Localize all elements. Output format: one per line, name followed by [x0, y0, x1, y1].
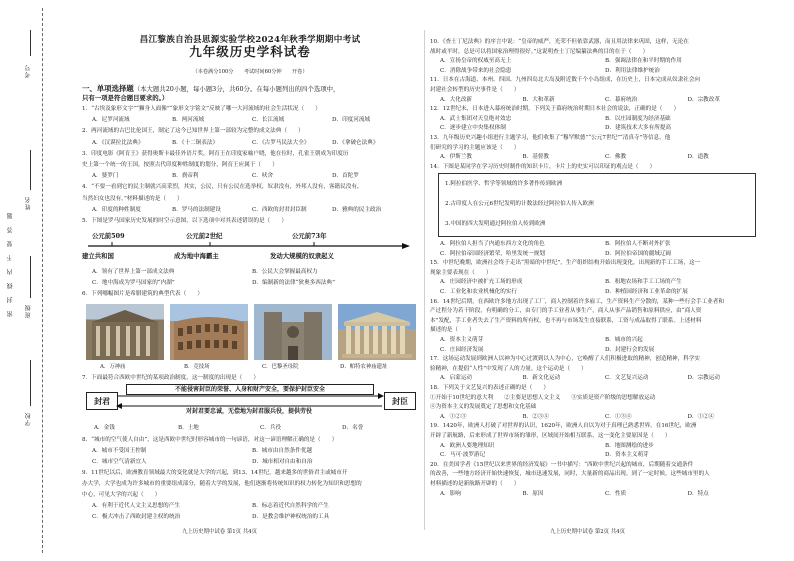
answer-option[interactable]: B．强调法律在和平时期的作用 — [605, 58, 682, 65]
question-line: 3．印度电影《阿育王》获得奥斯卡最佳外语片奖。阿育王在印度家喻户晓，他在位时，孔雀王朝成为印度历 — [82, 150, 349, 157]
question-line: 验精神，在提倡“人性”中发现了人的力量。这个运动是（ ） — [430, 365, 587, 372]
answer-option[interactable]: D．道教 — [687, 154, 709, 161]
answer-option[interactable]: D．是教会维护神权统治的工具 — [252, 514, 330, 520]
q7-option-b: B．土地 — [178, 425, 199, 431]
exam-number-label: 考号 — [25, 64, 32, 78]
answer-option[interactable]: D．首陀罗 — [332, 173, 359, 180]
answer-option[interactable]: A．《汉谟拉比法典》 — [92, 139, 144, 146]
question-line: 办大学，大学也成为许多城市的重要组成部分，随着大学的发展，他们逐渐将传统知识的权力转化为知识和思想的 — [82, 481, 362, 487]
answer-option[interactable]: D．利用法律维护统治 — [605, 67, 660, 74]
section-instruction-a: （本大题共20小题，每小题3分，共60分。在每小题列出的四个选项中， — [133, 85, 340, 93]
notre-dame-drawing — [254, 304, 332, 360]
answer-option[interactable]: C．城市空气清新宜人 — [92, 459, 147, 465]
question-line: 11．日本在古海道、本州、四国、九州四岛北大岛及附近数千个小岛组成，在历史上，日本完成从奴隶社会向 — [430, 77, 701, 84]
question-line: 8．“城市的空气使人自由”，这是西欧中世纪时形容城市的一句谚语，对这一谚语理解正确的是（ ） — [82, 437, 338, 443]
pantheon-drawing — [86, 304, 164, 360]
pantheon-image — [86, 304, 164, 360]
footer-left: 九上历史期中试卷 第1页 共4页 — [182, 529, 257, 535]
architecture-images — [86, 304, 416, 362]
question-line: 4．“不要一看到它的民主制就兴高采烈，其实，公民，只有公民在选举权，奴隶没有，外邦人没有，客籍民没有， — [82, 184, 363, 191]
answer-option[interactable]: B．②③④ — [522, 413, 549, 420]
question-line: 17．这场运动发展到欧洲人以神为中心过渡到以人为中心，它唤醒了人们积极进取的精神，创造精神，科学实 — [430, 356, 701, 363]
colosseum-drawing — [170, 304, 248, 360]
answer-option[interactable]: C．佛教 — [605, 154, 627, 161]
answer-option[interactable]: D．《拿破仑法典》 — [332, 139, 379, 146]
answer-option[interactable]: C．地中海成为罗马国家的“内湖” — [92, 280, 175, 286]
answer-option[interactable]: C．消除战争带来的社会隐患 — [440, 67, 512, 74]
answer-option[interactable]: C．庄园经济发展 — [440, 346, 484, 353]
class-label: 班级 — [25, 304, 32, 318]
answer-option[interactable]: A．城市不受国王控制 — [92, 448, 147, 454]
answer-option[interactable]: D．①②④ — [687, 413, 715, 420]
image-caption-b: B．竞技场 — [184, 364, 210, 370]
answer-option[interactable]: C．长江流域 — [252, 117, 285, 124]
answer-option[interactable]: C．马可·波罗游记 — [440, 452, 486, 459]
answer-option[interactable]: C．性质 — [605, 490, 627, 497]
answer-option[interactable]: B．两河流域 — [172, 117, 205, 124]
answer-option[interactable]: B．地图测绘的进步 — [605, 442, 654, 449]
answer-option[interactable]: C．文艺复兴运动 — [605, 375, 649, 382]
timeline-event-3: 发动大规模的奴隶起义 — [270, 252, 334, 260]
answer-option[interactable]: B．罗马的法制建设 — [172, 206, 221, 213]
timeline-event-2: 成为地中海霸主 — [174, 252, 219, 260]
answer-option[interactable]: B．刹帝利 — [172, 173, 199, 180]
answer-option[interactable]: B．大和革新 — [522, 96, 555, 103]
card-line-1: 1.阿拉伯医学、哲学等领域的许多著作传到欧洲 — [445, 181, 563, 187]
answer-option[interactable]: D．特点 — [687, 490, 709, 497]
answer-option[interactable]: B．标志着近代自然科学的产生 — [252, 503, 329, 509]
question-line: 中心，可见大学的兴起（ ） — [82, 492, 161, 498]
question-line: 开辟了新航路，后来形成了世界市场的雏形，区域间开始相互联系，这一变化主要原因是（ ） — [430, 433, 671, 439]
answer-option[interactable]: A．①②③ — [440, 413, 467, 420]
answer-option[interactable]: C．西欧的封君封臣制 — [252, 206, 307, 213]
answer-option[interactable]: D．建筑技术大多有所提高 — [605, 125, 672, 132]
timeline-arrow — [402, 243, 410, 249]
question-line: 15．中世纪晚期，欧洲社会终于走出“黑暗的中世纪”，生产组织结构开始出现变化，出现新的手工工场，这一 — [430, 260, 701, 267]
seal-text: 密 封 线 内 不 要 答 题 — [7, 212, 14, 317]
question-line: 9．11世纪以后，欧洲教育领域最大的变化就是大学的兴起，到13、14世纪，越来越多的世俗君主或城市开 — [82, 470, 348, 476]
q7-option-a: A．金钱 — [94, 425, 115, 431]
timeline-date-3: 公元前73年 — [292, 232, 327, 240]
timeline-graphic — [82, 232, 418, 264]
question-line: 12．12世纪末，日本进入幕府统治时期，下列关于幕府统治时期日本社会的说法，正确的是（ ） — [430, 106, 680, 113]
answer-option[interactable]: B．基督教 — [522, 154, 549, 161]
timeline-date-2: 公元前2世纪 — [186, 232, 223, 240]
answer-option[interactable]: A．阿拉伯人担当了内通东西方文化的角色 — [440, 241, 545, 247]
seal-line — [42, 8, 43, 553]
question-line: 13．九年级历史兴趣小组进行主题学习，他们收集了“穆罕默德”“公元7世纪”“清真寺”等信息。他 — [430, 135, 671, 141]
answer-option[interactable]: A．尼罗河流域 — [92, 117, 130, 124]
answer-option[interactable]: D．资本主义萌芽 — [605, 452, 649, 459]
lord-obligation: 不能侵害封臣的荣誉、人身和财产安全，要保护封臣安全 — [126, 384, 374, 395]
exam-number-line — [30, 30, 31, 56]
answer-option[interactable]: D．封建行会的发展 — [605, 346, 655, 353]
question-line: 19．1420年，欧洲人打破了对世界的认识，1620年，欧洲人自以为对于真理已熟悉世界。在16世纪，欧洲 — [430, 423, 697, 430]
section-title: 一、单项选择题 — [82, 84, 134, 93]
answer-option[interactable]: B．公民大会掌握最高权力 — [252, 269, 318, 275]
answer-option[interactable]: C．吠舍 — [252, 173, 274, 180]
question-line: 们研究的学习的主题应该是（ ） — [430, 144, 520, 151]
answer-option[interactable]: A．武士集团对天皇绝对效忠 — [440, 115, 512, 122]
lord-box: 封君 — [86, 392, 118, 410]
question-line: 20．在美国学者《15世纪以来世界的经济发展》一书中描写：“西欧中世纪兴起的城市，后期随着交通条件 — [430, 461, 694, 468]
question-line: 6．下列哪幅图片是希腊建筑的典型代表（ ） — [82, 291, 204, 297]
answer-option[interactable]: D．城市相对自由和自治 — [252, 459, 313, 465]
question-line: 史上第一个统一的王国，按照古代印度种姓制度的划分，阿育王应属于（ ） — [82, 162, 278, 168]
question-line: 5．下图是罗马国家历史发展的时空示意图，以下选项中对其表述错误的是（ ） — [82, 218, 287, 224]
image-caption-d: D．帕特农神庙遗址 — [340, 364, 388, 370]
exam-school-title: 昌江黎族自治县思源实验学校2024年秋季学期期中考试 — [139, 35, 361, 45]
exam-subject-title: 九年级历史学科试卷 — [189, 44, 311, 59]
answer-option[interactable]: D．印度河流域 — [332, 117, 371, 124]
feudal-flow-diagram — [82, 384, 418, 418]
image-caption-c: C．巴黎圣母院 — [262, 364, 299, 370]
answer-option[interactable]: A．启蒙运动 — [440, 375, 473, 382]
answer-option[interactable]: C．极大冲击了西欧封建主权的统治 — [92, 514, 181, 520]
timeline-event-1: 建立共和国 — [82, 252, 114, 260]
q7-option-d: D．名誉 — [342, 425, 364, 431]
question-line: 的改善，一些地方经济开始快速恢复，城市迅速发展，同时，大量新的商品出现。到了一定时候，这些城市里的人 — [430, 471, 710, 478]
question-line: 描述的是（ ） — [430, 327, 475, 334]
name-line — [30, 150, 31, 190]
question-line: 18．下列关于文艺复兴的表述正确的是（ ） — [430, 385, 549, 391]
card-line-3: 3.中国的四大发明通过阿拉伯人传到欧洲 — [445, 221, 546, 227]
answer-option[interactable]: A．印度的种姓制度 — [92, 206, 141, 213]
question-line: ④为资本主义的发展奠定了思想和文化基础 — [430, 404, 537, 411]
answer-option[interactable]: D．宗教运动 — [687, 375, 720, 382]
section-instruction-b: 只有一项是符合题目要求的。） — [82, 94, 169, 102]
exam-info: （本卷满分100分 考试时间60分钟 开卷） — [192, 69, 308, 75]
rome-timeline — [82, 232, 418, 264]
section-heading — [82, 84, 418, 103]
notre-dame-image — [254, 304, 332, 360]
answer-option[interactable]: A．宣扬皇帝的权威至高无上 — [440, 58, 512, 65]
answer-option[interactable]: A．欧洲人要地理知识 — [440, 442, 495, 449]
answer-option[interactable]: D．种植园经济和工业革命的扩展 — [605, 289, 688, 295]
answer-option[interactable]: B．阿拉伯人不断对外扩张 — [605, 241, 671, 247]
answer-option[interactable]: D．编制新的法律“狄奥多西法典” — [252, 280, 335, 286]
answer-option[interactable]: A．大化改新 — [440, 96, 473, 103]
answer-option[interactable]: C．逐步建立中央集权体制 — [440, 125, 506, 132]
knowledge-card — [438, 173, 756, 237]
question-line: 战时或平时，总是可以将国家治理得很好。”这说明查士丁尼编纂法典的目的在于（ ） — [430, 48, 649, 55]
school-label: 学校 — [25, 412, 32, 426]
answer-option[interactable]: D．宗教改革 — [687, 96, 720, 103]
question-line: 10．《查士丁尼法典》的序言中说：“皇帝的威严，光荣不但依靠武器，而且用法律来巩固，这样，无论在 — [430, 39, 689, 45]
binding-strip — [0, 0, 58, 561]
answer-option[interactable]: A．婆罗门 — [92, 173, 119, 180]
answer-option[interactable]: C．幕府统治 — [605, 96, 638, 103]
question-line: 1．“古埃及象形文字”“狮身人面像”“象形文字铭文”反映了哪一大河流域的社会生活状况（ ） — [82, 106, 321, 112]
question-line: 16．14世纪后期，在西欧许多地方出现了工厂，商人控制着许多雇工，生产资料生产分散的，某种一些行会手工业者和 — [430, 298, 724, 305]
question-line: 材料描述的是新航路开辟的（ ） — [430, 481, 520, 487]
answer-option[interactable]: B．新文化运动 — [522, 375, 561, 382]
card-line-2: 2.古印度人在公元6世纪发明的计数法经过阿拉伯人传入欧洲 — [445, 201, 594, 207]
school-line — [30, 360, 31, 406]
question-line: 本”发配，手工业者失去了生产资料的所有权，也不再与市场发生直接联系，工资与成品取得了联系。上述材料 — [430, 317, 702, 324]
answer-option[interactable]: A．有利于近代人文主义思想的产生 — [92, 503, 180, 509]
parthenon-drawing — [338, 304, 416, 360]
answer-option[interactable]: A．庄园经济中被扩充工场的形成 — [440, 279, 523, 286]
answer-option[interactable]: C．阿拉伯帝国经济繁荣，哈里发统一规划 — [440, 250, 545, 257]
answer-option[interactable]: D．阿拉伯帝国的疆域辽阔 — [605, 250, 672, 257]
question-line: ①开始于10世纪的意大利 ②主要是思想人文主义 ③实质是资产阶级的思想解放运动 — [430, 394, 656, 401]
question-line: 产过程分为若干阶段，有明确的分工，由专门的手工业者从事生产，商人从事产品销售和原料供应，由“商人资 — [430, 308, 702, 315]
answer-option[interactable]: C．《古罗马民法大全》 — [252, 139, 310, 146]
vassal-box: 封臣 — [384, 392, 416, 410]
answer-option[interactable]: C．工业化和农业机械化的实行 — [440, 289, 517, 295]
answer-option[interactable]: B．城市由自然条件优越 — [252, 448, 313, 454]
answer-option[interactable]: A．影响 — [440, 490, 461, 497]
footer-right: 九上历史期中试卷 第2页 共4页 — [550, 529, 625, 535]
question-line: 当然妇女也没有。”材料描述的是（ ） — [82, 195, 183, 202]
answer-option[interactable]: C．①③④ — [605, 413, 632, 420]
parthenon-image — [338, 304, 416, 360]
answer-option[interactable]: B．《十二铜表法》 — [172, 139, 219, 146]
name-label: 姓名 — [25, 196, 32, 210]
question-line: 封建社会转型的历史事件是（ ） — [430, 87, 520, 93]
colosseum-image — [170, 304, 248, 360]
answer-option[interactable]: B．原因 — [522, 490, 544, 497]
answer-option[interactable]: A．伊斯兰教 — [440, 154, 473, 161]
question-line: 14．下图是某同学在学习历史时制作的知识卡片，卡片上的史实可以印证的观点是（ ） — [430, 163, 656, 170]
image-caption-a: A．万神庙 — [100, 364, 126, 370]
question-line: 2．两河流域的古巴比伦国王，制定了这今已知世界上第一部较为完整的成文法典（ ） — [82, 128, 304, 135]
answer-option[interactable]: B．租地农场和手工工场的产生 — [605, 279, 682, 286]
answer-option[interactable]: B．以庄园制度为经济基础 — [605, 115, 671, 122]
question-line: 现象主要表现在（ ） — [430, 269, 492, 276]
q7-option-c: C．兵役 — [260, 425, 282, 431]
column-divider — [424, 30, 425, 530]
answer-option[interactable]: A．领有了世界上第一部成文法典 — [92, 269, 175, 275]
vassal-obligation: 对封君要忠诚，无偿地为封君服兵役，提供劳役 — [185, 408, 312, 415]
answer-option[interactable]: A．资本主义萌芽 — [440, 337, 484, 343]
answer-option[interactable]: B．城市的兴起 — [605, 337, 643, 343]
question-7-stem: 7．下面最符合西欧中世纪的某项政治制度，这一制度的出现是（ ） — [82, 375, 259, 381]
timeline-date-1: 公元前509 — [92, 232, 125, 240]
class-line — [30, 256, 31, 298]
answer-option[interactable]: D．雅典的民主政治 — [332, 206, 382, 213]
